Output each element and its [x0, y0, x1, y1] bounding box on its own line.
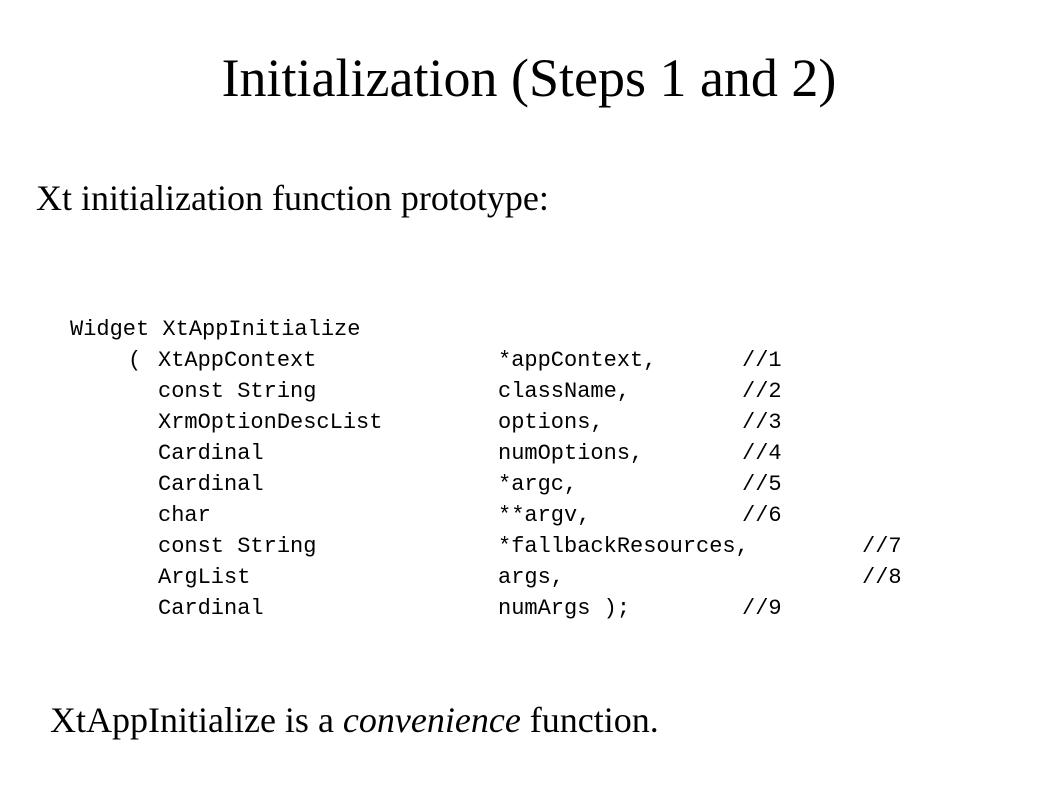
code-param-type: char [158, 503, 211, 528]
code-param-line [70, 407, 782, 438]
code-param-comment: //6 [742, 503, 782, 528]
code-param-line [70, 562, 902, 593]
subtitle: Xt initialization function prototype: [36, 178, 549, 218]
code-param-type: const String [158, 379, 317, 404]
code-param-comment: //3 [742, 410, 782, 435]
code-param-comment: //7 [862, 534, 902, 559]
code-param-line [70, 469, 782, 500]
code-param-name: className, [498, 379, 631, 404]
code-param-line [70, 531, 902, 562]
code-param-type: const String [158, 534, 317, 559]
footer-emphasis: convenience [342, 700, 521, 740]
code-param-comment: //9 [742, 596, 782, 621]
code-param-name: *fallbackResources, [498, 534, 749, 559]
code-param-line [70, 345, 782, 376]
code-block [70, 314, 970, 624]
code-param-name: **argv, [498, 503, 591, 528]
code-param-type: ArgList [158, 565, 251, 590]
code-param-type: Cardinal [158, 472, 264, 497]
code-param-type: Cardinal [158, 596, 264, 621]
code-param-comment: //8 [862, 565, 902, 590]
footer-note [50, 698, 659, 742]
code-param-name: options, [498, 410, 604, 435]
slide-title: Initialization (Steps 1 and 2) [221, 48, 837, 108]
code-header [70, 314, 361, 345]
code-open-paren: ( [128, 348, 155, 373]
footer-text-before: XtAppInitialize is a [50, 700, 343, 740]
code-param-name: *argc, [498, 472, 578, 497]
code-param-name: args, [498, 565, 565, 590]
code-param-name: *appContext, [498, 348, 657, 373]
code-param-comment: //2 [742, 379, 782, 404]
code-param-line [70, 438, 782, 469]
code-param-type: XrmOptionDescList [158, 410, 383, 435]
footer-text-after: function. [520, 700, 659, 740]
code-function-signature: Widget XtAppInitialize [70, 317, 361, 342]
code-param-line [70, 593, 782, 624]
code-param-type: Cardinal [158, 441, 264, 466]
code-param-type: XtAppContext [158, 348, 317, 373]
code-param-line [70, 500, 782, 531]
code-param-comment: //1 [742, 348, 782, 373]
code-param-name: numArgs ); [498, 596, 631, 621]
code-param-comment: //5 [742, 472, 782, 497]
code-param-name: numOptions, [498, 441, 644, 466]
code-param-comment: //4 [742, 441, 782, 466]
code-param-line [70, 376, 782, 407]
